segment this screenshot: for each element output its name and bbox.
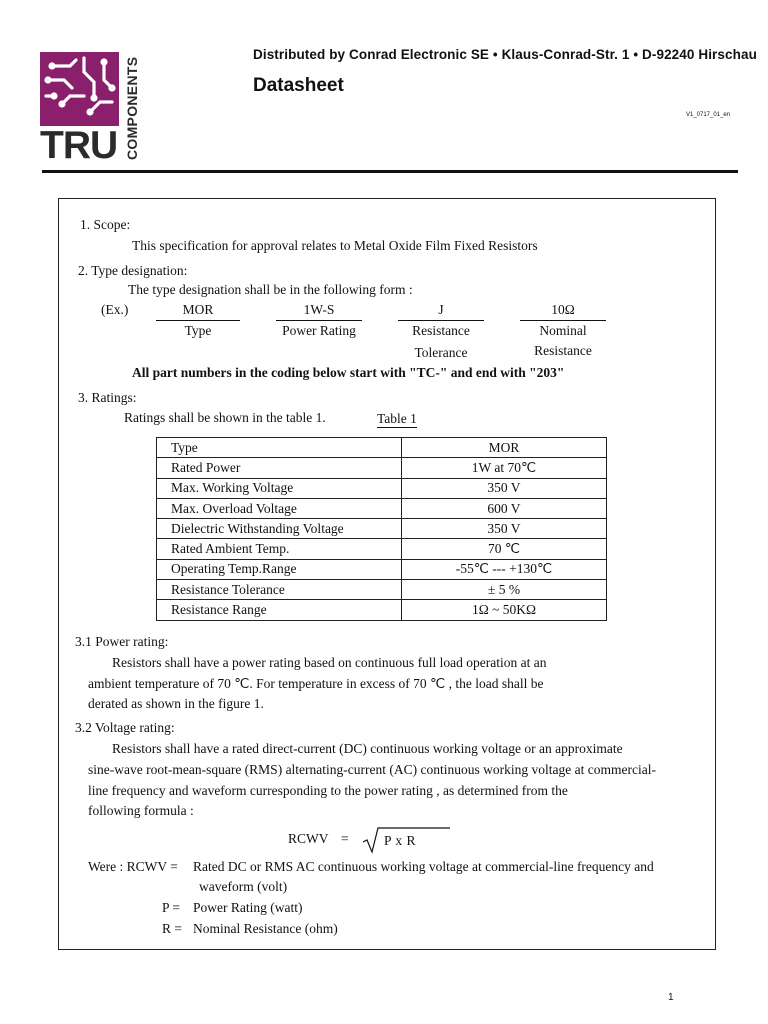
table-caption-wrap <box>377 411 417 427</box>
definition-text: waveform (volt) <box>199 879 288 894</box>
power-rating-line: derated as shown in the figure 1. <box>88 696 264 711</box>
row-value: 600 V <box>402 498 607 518</box>
row-label: Rated Power <box>157 458 402 478</box>
type-designation-intro: The type designation shall be in the following form : <box>128 282 413 297</box>
row-value: MOR <box>402 438 607 458</box>
voltage-rating-line: Resistors shall have a rated direct-current (DC) continuous working voltage or an approximate <box>112 741 623 756</box>
designation-part-type <box>156 302 240 339</box>
designation-value: MOR <box>182 302 214 317</box>
ratings-intro: Ratings shall be shown in the table 1. <box>124 410 326 425</box>
row-label: Resistance Tolerance <box>157 580 402 600</box>
designation-label: Nominal <box>539 323 587 338</box>
definition-text: Power Rating (watt) <box>193 900 303 915</box>
table-caption: Table 1 <box>377 411 417 426</box>
row-label: Resistance Range <box>157 600 402 620</box>
designation-label-2: Resistance <box>534 343 592 358</box>
part-number-note: All part numbers in the coding below start with "TC-" and end with "203" <box>132 365 565 380</box>
page-title: Datasheet <box>253 75 344 96</box>
document-version: V1_0717_01_en <box>686 112 731 118</box>
header-divider <box>42 170 738 173</box>
ratings-table <box>156 437 607 621</box>
row-label: Rated Ambient Temp. <box>157 539 402 559</box>
circuit-logo-icon <box>40 52 120 127</box>
designation-part-power <box>276 302 362 339</box>
designation-label-2: Tolerance <box>414 345 468 360</box>
table-row <box>157 539 607 559</box>
voltage-rating-line: line frequency and waveform curresponding to the power rating , as determined from the <box>88 783 568 798</box>
designation-part-tolerance <box>398 302 484 361</box>
row-label: Dielectric Withstanding Voltage <box>157 519 402 539</box>
table-row <box>157 559 607 579</box>
definition-text: Rated DC or RMS AC continuous working voltage at commercial-line frequency and <box>193 859 654 874</box>
designation-value: 1W-S <box>303 302 335 317</box>
designation-value: 10Ω <box>551 302 575 317</box>
row-value: ± 5 % <box>402 580 607 600</box>
logo-side-text: COMPONENTS <box>124 56 140 160</box>
power-rating-heading: 3.1 Power rating: <box>75 634 169 649</box>
table-row <box>157 580 607 600</box>
table-row <box>157 498 607 518</box>
table-row <box>157 458 607 478</box>
row-value: -55℃ --- +130℃ <box>402 559 607 579</box>
power-rating-line: Resistors shall have a power rating based on continuous full load operation at an <box>112 655 547 670</box>
scope-heading: 1. Scope: <box>80 217 131 232</box>
row-value: 1Ω ~ 50KΩ <box>402 600 607 620</box>
row-label: Max. Working Voltage <box>157 478 402 498</box>
row-value: 70 ℃ <box>402 539 607 559</box>
table-row <box>157 478 607 498</box>
row-value: 1W at 70℃ <box>402 458 607 478</box>
page-number: 1 <box>668 992 674 1003</box>
designation-label: Resistance <box>412 323 470 338</box>
ratings-heading: 3. Ratings: <box>78 390 137 405</box>
designation-part-nominal <box>520 302 606 359</box>
formula-rhs: P x R <box>384 833 417 848</box>
voltage-rating-heading: 3.2 Voltage rating: <box>75 720 175 735</box>
formula-lhs: RCWV <box>288 831 329 846</box>
scope-text: This specification for approval relates to Metal Oxide Film Fixed Resistors <box>132 238 538 253</box>
definition-prefix: Were : RCWV = <box>88 859 178 874</box>
table-row <box>157 438 607 458</box>
logo-wordmark: TRU <box>40 124 118 167</box>
definition-prefix: P = <box>162 900 180 915</box>
formula-equals: = <box>341 831 349 846</box>
row-label: Type <box>157 438 402 458</box>
row-label: Operating Temp.Range <box>157 559 402 579</box>
designation-label: Type <box>184 323 212 338</box>
designation-label: Power Rating <box>282 323 356 338</box>
definition-text: Nominal Resistance (ohm) <box>193 921 338 936</box>
power-rating-line: ambient temperature of 70 ℃. For temperature in excess of 70 ℃ , the load shall be <box>88 676 544 691</box>
distributor-line: Distributed by Conrad Electronic SE • Klaus-Conrad-Str. 1 • D-92240 Hirschau <box>253 47 757 62</box>
example-label: (Ex.) <box>101 302 129 317</box>
definition-prefix: R = <box>162 921 182 936</box>
voltage-rating-line: following formula : <box>88 803 194 818</box>
row-value: 350 V <box>402 478 607 498</box>
type-designation-heading: 2. Type designation: <box>78 263 188 278</box>
designation-value: J <box>438 302 444 317</box>
table-row <box>157 600 607 620</box>
tru-components-logo <box>40 52 140 167</box>
row-value: 350 V <box>402 519 607 539</box>
row-label: Max. Overload Voltage <box>157 498 402 518</box>
table-row <box>157 519 607 539</box>
voltage-rating-line: sine-wave root-mean-square (RMS) alternating-current (AC) continuous working voltage at commercial- <box>88 762 656 777</box>
